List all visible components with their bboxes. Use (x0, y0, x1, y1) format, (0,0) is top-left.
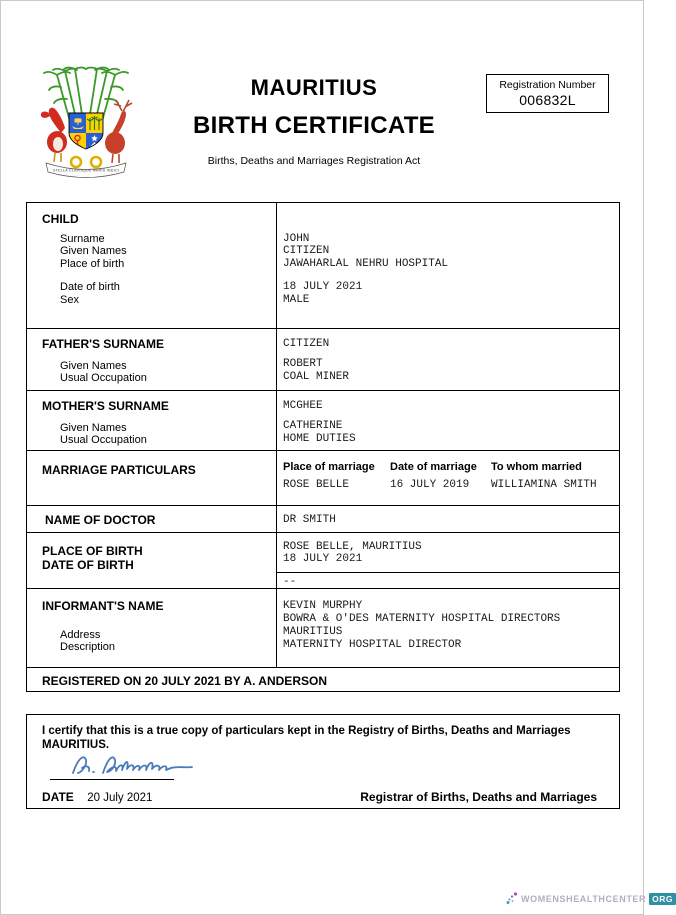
certificate-table (26, 202, 620, 692)
watermark-text: WOMENSHEALTHCENTER (521, 894, 647, 904)
child-surname-label: Surname (60, 233, 105, 245)
child-given-names-label: Given Names (60, 245, 127, 258)
doctor-header: NAME OF DOCTOR (45, 513, 156, 527)
to-whom-married-value: WILLIAMINA SMITH (491, 479, 597, 491)
informant-address-value: MAURITIUS (283, 626, 343, 638)
father-surname-value: CITIZEN (283, 338, 330, 350)
registrar-title: Registrar of Births, Deaths and Marriages (360, 790, 597, 804)
doctor-section (27, 505, 619, 532)
place-of-marriage-value: ROSE BELLE (283, 479, 350, 491)
mother-surname-value: MCGHEE (283, 400, 323, 412)
date-of-marriage-value: 16 JULY 2019 (390, 479, 470, 491)
father-given-names-value: ROBERT (283, 358, 323, 371)
child-sex-label: Sex (60, 293, 79, 306)
father-surname-header: FATHER'S SURNAME (42, 337, 164, 351)
registered-statement: REGISTERED ON 20 JULY 2021 BY A. ANDERSON (42, 674, 327, 688)
signature-line (50, 779, 174, 780)
title-block (149, 75, 479, 167)
informant-section (27, 588, 619, 667)
registrar-signature (65, 748, 215, 782)
mother-given-names-value: CATHERINE (283, 420, 343, 433)
svg-text:STELLA CLAVISQUE MARIS INDICI: STELLA CLAVISQUE MARIS INDICI (53, 168, 119, 173)
act-subtitle: Births, Deaths and Marriages Registration Act (207, 155, 421, 167)
father-given-names-label: Given Names (60, 360, 127, 372)
certify-statement-line1: I certify that this is a true copy of particulars kept in the Registry of Births, Deaths and Marriages (42, 725, 571, 737)
child-place-of-birth-label: Place of birth (60, 257, 125, 270)
marriage-header: MARRIAGE PARTICULARS (42, 463, 196, 477)
place-of-marriage-label: Place of marriage (283, 461, 375, 473)
certify-statement-line2: MAURITIUS. (42, 739, 110, 751)
date-value: 20 July 2021 (87, 792, 153, 804)
registration-number-value: 006832L (519, 92, 576, 108)
child-given-names-value: CITIZEN (283, 245, 330, 258)
informant-description-value: MATERNITY HOSPITAL DIRECTOR (283, 639, 462, 651)
place-of-birth-header: PLACE OF BIRTH (42, 544, 143, 558)
birth-note-value: -- (283, 575, 297, 588)
mauritius-coat-of-arms (31, 67, 141, 179)
dodo-icon (41, 108, 67, 162)
child-place-of-birth-value: JAWAHARLAL NEHRU HOSPITAL (283, 257, 449, 270)
child-sex-value: MALE (283, 293, 310, 306)
informant-name-line2: BOWRA & O'DES MATERNITY HOSPITAL DIRECTORS (283, 613, 561, 625)
deer-icon (105, 100, 132, 163)
registration-number-box (486, 74, 609, 113)
informant-name-line1: KEVIN MURPHY (283, 600, 363, 612)
father-section (27, 328, 619, 390)
registration-number-label: Registration Number (499, 79, 596, 91)
gold-rings-icon (71, 157, 101, 167)
mother-occupation-label: Usual Occupation (60, 434, 147, 447)
shield-icon (69, 113, 103, 151)
country-title: MAURITIUS (250, 75, 378, 100)
informant-header: INFORMANT'S NAME (42, 599, 164, 613)
mother-given-names-label: Given Names (60, 422, 127, 434)
date-of-marriage-label: Date of marriage (390, 461, 477, 473)
motto-ribbon (46, 163, 126, 178)
child-header: CHILD (42, 212, 79, 226)
to-whom-married-label: To whom married (491, 461, 582, 473)
mother-surname-header: MOTHER'S SURNAME (42, 399, 169, 413)
informant-description-label: Description (60, 641, 116, 654)
watermark-badge: ORG (649, 893, 676, 905)
birth-place-value: ROSE BELLE, MAURITIUS (283, 541, 422, 553)
marriage-section (27, 450, 619, 505)
father-occupation-value: COAL MINER (283, 370, 350, 383)
birth-date-value: 18 JULY 2021 (283, 553, 363, 566)
child-section (27, 203, 619, 328)
registered-section (27, 667, 619, 691)
doctor-value: DR SMITH (283, 514, 336, 526)
child-surname-value: JOHN (283, 233, 310, 245)
mother-section (27, 390, 619, 450)
child-date-of-birth-value: 18 JULY 2021 (283, 281, 363, 294)
sparkle-dots-icon (506, 892, 519, 906)
document-title: BIRTH CERTIFICATE (193, 112, 435, 139)
informant-address-label: Address (60, 629, 101, 641)
certification-box (26, 714, 620, 809)
watermark (506, 892, 676, 906)
child-date-of-birth-label: Date of birth (60, 281, 120, 294)
father-occupation-label: Usual Occupation (60, 372, 147, 385)
birth-place-date-section (27, 532, 619, 588)
mother-occupation-value: HOME DUTIES (283, 432, 356, 445)
date-of-birth-header: DATE OF BIRTH (42, 558, 134, 572)
date-label: DATE (42, 790, 74, 804)
